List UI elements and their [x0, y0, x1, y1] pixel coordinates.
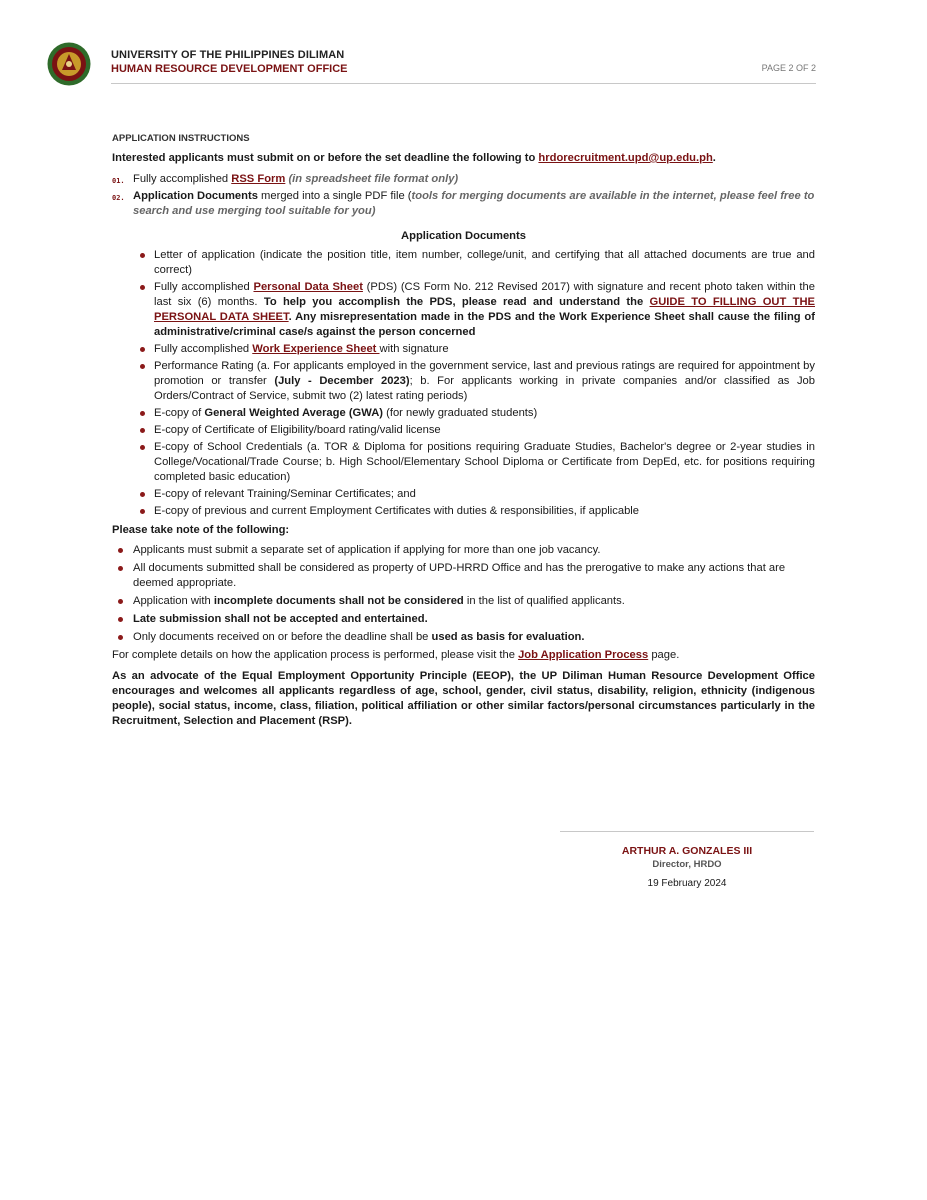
signature-date: 19 February 2024: [647, 878, 727, 889]
item-text: Only documents received on or before the deadline shall be: [133, 631, 432, 643]
item-text: Application with: [133, 595, 214, 607]
up-seal-icon: [47, 42, 91, 86]
list-item: [154, 342, 815, 357]
letterhead: [111, 49, 348, 75]
document-body: [112, 131, 815, 729]
item-text: E-copy of Certificate of Eligibility/board rating/valid license: [154, 424, 441, 436]
item-text: Fully accomplished: [154, 281, 254, 293]
item-number: 01.: [112, 177, 125, 185]
item-bold: (July - December 2023): [274, 375, 410, 387]
list-item: [133, 612, 815, 627]
item-text: (for newly graduated students): [383, 407, 538, 419]
notes-list: [112, 543, 815, 645]
item-bold: used as basis for evaluation.: [431, 631, 585, 643]
notes-title: Please take note of the following:: [112, 524, 290, 536]
item-bold: Late submission shall not be accepted and entertained.: [133, 613, 428, 625]
section-title: APPLICATION INSTRUCTIONS: [112, 133, 250, 144]
job-application-process-link[interactable]: Job Application Process: [518, 649, 649, 661]
university-name: UNIVERSITY OF THE PHILIPPINES DILIMAN: [111, 49, 345, 61]
page-number: PAGE 2 OF 2: [761, 63, 816, 73]
signatory-name: ARTHUR A. GONZALES III: [621, 845, 753, 857]
item-text: E-copy of relevant Training/Seminar Certificates; and: [154, 488, 416, 500]
item-bold: To help you accomplish the PDS, please read and understand the: [263, 296, 650, 308]
item-bold: General Weighted Average (GWA): [204, 407, 383, 419]
eeop-statement: As an advocate of the Equal Employment Opportunity Principle (EEOP), the UP Diliman Human Resource Development Office encourages and welcomes all applicants regardless of age, school, gender, civil status, disability, religion, ethnicity (indigenous people), social status, income, class, filiation, political affiliation or other similar factors/personal circumstances particularly in the Recruitment, Selection and Placement (RSP).: [112, 670, 815, 727]
details-text: For complete details on how the application process is performed, please visit the: [112, 649, 519, 661]
numbered-item-rss: [112, 172, 815, 187]
office-name: HUMAN RESOURCE DEVELOPMENT OFFICE: [111, 63, 348, 75]
item-bold: Application Documents: [133, 190, 258, 202]
item-text: Fully accomplished: [154, 343, 253, 355]
list-item: [154, 406, 815, 421]
item-note: (in spreadsheet file format only): [285, 173, 459, 185]
item-text: (PDS) (CS Form No. 212 Revised 2017) with signature and recent photo taken within the last six (6) months.: [154, 281, 815, 308]
signature-line: [560, 831, 814, 832]
item-text: merged into a single PDF file (: [257, 190, 412, 202]
item-text: ; b. For applicants working in private companies and/or classified as Job Orders/Contract of Service, submit two (2) latest rating periods): [154, 375, 815, 402]
header-divider: [111, 83, 816, 84]
item-text: Applicants must submit a separate set of application if applying for more than one job vacancy.: [133, 544, 601, 556]
numbered-list: [112, 172, 815, 219]
documents-title: Application Documents: [401, 230, 526, 242]
documents-list: [112, 248, 815, 519]
list-item: [154, 359, 815, 404]
signatory-title: Director, HRDO: [652, 859, 722, 870]
signature-block: [560, 845, 814, 889]
item-text: Letter of application (indicate the position title, item number, college/unit, and certifying that all attached documents are true and correct): [154, 249, 815, 276]
list-item: [133, 561, 815, 591]
item-text: Fully accomplished: [133, 173, 232, 185]
list-item: [154, 504, 815, 519]
list-item: [154, 280, 815, 340]
details-end: page.: [648, 649, 680, 661]
item-text: E-copy of previous and current Employment Certificates with duties & responsibilities, if applicable: [154, 505, 640, 517]
intro-text: Interested applicants must submit on or before the set deadline the following to: [112, 152, 539, 164]
email-link[interactable]: hrdorecruitment.upd@up.edu.ph: [538, 152, 713, 164]
item-text: E-copy of School Credentials (a. TOR & Diploma for positions requiring Graduate Studies, Bachelor's degree or 2-year studies in College/Vocational/Trade Course; b. High School/Elementary School Diploma or Certificate from DepEd, etc. for positions requiring completed basic education): [154, 441, 815, 483]
item-note: tools for merging documents are available in the internet, please feel free to search and use merging tool suitable for you): [133, 190, 815, 217]
numbered-item-documents: [112, 189, 815, 219]
item-text: with signature: [379, 343, 449, 355]
pds-link[interactable]: Personal Data Sheet: [253, 281, 363, 293]
item-text: Performance Rating (a. For applicants employed in the government service, last and previous ratings are required for appointment by promotion or transfer: [154, 360, 815, 387]
pds-guide-link[interactable]: GUIDE TO FILLING OUT THE PERSONAL DATA SHEET: [154, 296, 816, 323]
work-experience-link[interactable]: Work Experience Sheet: [252, 343, 380, 355]
list-item: [154, 248, 815, 278]
item-text: in the list of qualified applicants.: [463, 595, 625, 607]
rss-form-link[interactable]: RSS Form: [231, 173, 286, 185]
item-text: All documents submitted shall be considered as property of UPD-HRRD Office and has the prerogative to make any actions that are deemed appropriate.: [133, 562, 786, 589]
list-item: [133, 630, 815, 645]
intro-end: .: [712, 152, 716, 164]
list-item: [154, 440, 815, 485]
list-item: [154, 487, 815, 502]
list-item: [133, 594, 815, 609]
intro-paragraph: [112, 151, 815, 166]
item-text: E-copy of: [154, 407, 205, 419]
list-item: [154, 423, 815, 438]
item-bold: incomplete documents shall not be considered: [213, 595, 464, 607]
details-paragraph: [112, 648, 815, 663]
item-bold: . Any misrepresentation made in the PDS and the Work Experience Sheet shall cause the filing of administrative/criminal case/s against the person concerned: [154, 311, 815, 338]
item-number: 02.: [112, 194, 125, 202]
list-item: [133, 543, 815, 558]
